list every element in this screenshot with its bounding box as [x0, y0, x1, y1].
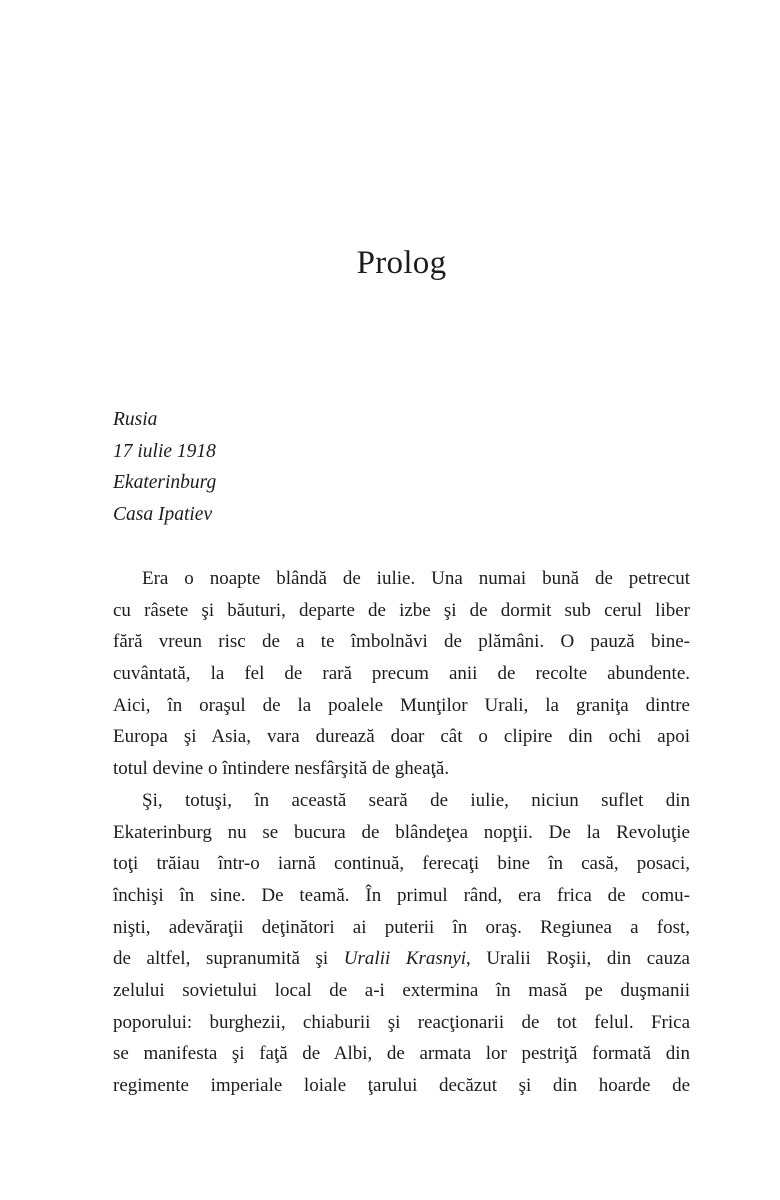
text-line: toţi trăiau într-o iarnă continuă, ferecaţi bine în casă, posaci, — [113, 853, 690, 875]
dateline-house: Casa Ipatiev — [113, 504, 213, 526]
text-line: Şi, totuşi, în această seară de iulie, niciun suflet din — [142, 789, 690, 811]
italic-phrase: Uralii Krasnyi — [343, 948, 467, 970]
text-line: totul devine o întindere nesfârşită de gheaţă. — [113, 758, 450, 780]
text-segment: , Uralii Roşii, din cauza — [466, 948, 690, 970]
text-line: Aici, în oraşul de la poalele Munţilor Urali, la graniţa dintre — [113, 694, 690, 716]
body-text — [113, 563, 690, 1102]
text-line: se manifesta şi faţă de Albi, de armata lor pestriţă formată din — [113, 1043, 690, 1065]
dateline-city: Ekaterinburg — [113, 472, 217, 494]
dateline-place: Rusia — [113, 409, 158, 430]
text-line: Era o noapte blândă de iulie. Una numai bună de petrecut — [142, 568, 690, 589]
text-line-with-italic — [113, 943, 690, 975]
text-line: zelului sovietului local de a-i extermina în masă pe duşmanii — [113, 979, 690, 1001]
text-line: Ekaterinburg nu se bucura de blândeţea nopţii. De la Revoluţie — [113, 821, 690, 843]
text-line: cuvântată, la fel de rară precum anii de recolte abundente. — [113, 663, 690, 685]
text-line: poporului: burghezii, chiaburii şi reacţionarii de tot felul. Frica — [113, 1011, 690, 1033]
text-line: Europa şi Asia, vara durează doar cât o clipire din ochi apoi — [113, 726, 690, 748]
text-line: închişi în sine. De teamă. În primul rând, era frica de comu- — [113, 884, 690, 906]
dateline-block — [113, 404, 690, 531]
text-line: nişti, adevăraţii deţinători ai puterii în oraş. Regiunea a fost, — [113, 916, 690, 938]
text-line: fără vreun risc de a te îmbolnăvi de plămâni. O pauză bine- — [113, 631, 690, 653]
chapter-title: Prolog — [356, 245, 447, 281]
dateline-date: 17 iulie 1918 — [113, 440, 216, 462]
text-segment: de altfel, supranumită şi — [113, 948, 344, 970]
text-line: cu râsete şi băuturi, departe de izbe şi de dormit sub cerul liber — [113, 599, 690, 621]
text-line: regimente imperiale loiale ţarului decăzut şi din hoarde de — [113, 1075, 690, 1096]
